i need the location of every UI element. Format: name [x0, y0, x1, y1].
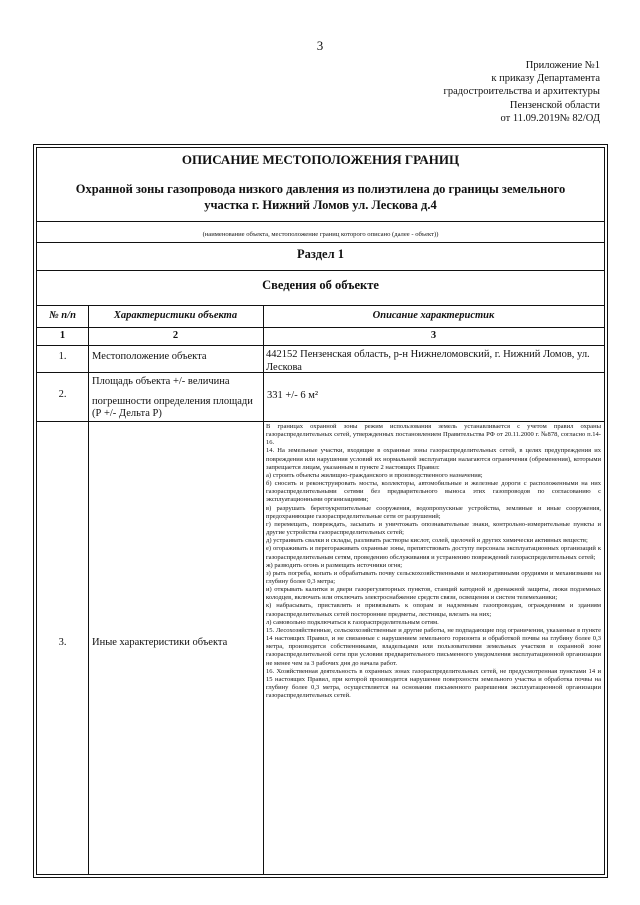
restriction-paragraph: а) строить объекты жилищно-гражданского и производственного назначения; [266, 471, 483, 479]
restriction-paragraph: з) рыть погреба, копать и обрабатывать почву сельскохозяйственными и мелиоративными орудиями и механизмами на глубину более 0,3 метра; [266, 569, 601, 585]
appendix-line: от 11.09.2019№ 82/ОД [500, 112, 600, 124]
restrictions-text [266, 423, 601, 700]
divider [37, 327, 604, 328]
restriction-paragraph: 14. На земельные участки, входящие в охранные зоны газораспределительных сетей, в целях предупреждения их повреждения или нарушения условий их нормальной эксплуатации налагаются ограничения (обременения), которыми запрещается лицам, указанным в пункте 2 настоящих Правил: [266, 447, 601, 471]
restriction-paragraph: 16. Хозяйственная деятельность в охранных зонах газораспределительных сетей, не предусмотренная пунктами 14 и 15 настоящих Правил, при которой производится нарушение поверхности земельного участка и обработка почвы на глубину более 0,3 метра, осуществляется на основании письменного разрешения эксплуатационной организации газораспределительных сетей. [266, 667, 601, 700]
section-subtitle: Сведения об объекте [262, 278, 379, 292]
restriction-paragraph: б) сносить и реконструировать мосты, коллекторы, автомобильные и железные дороги с расположенными на них газораспределительными сетями без предварительного выноса этих газопроводов по согласованию с эксплуатационными организациями; [266, 480, 601, 504]
restriction-paragraph: к) набрасывать, приставлять и привязывать к опорам и надземным газопроводам, ограждениям и зданиям газораспределительных сетей посторонние предметы, лестницы, влезать на них; [266, 602, 601, 618]
divider [37, 242, 604, 243]
restriction-paragraph: 15. Лесохозяйственные, сельскохозяйственные и другие работы, не подпадающие под ограничения, указанные в пункте 14 настоящих Правил, и не связанные с нарушением земельного горизонта и обработкой почвы на глубину более 0,3 метра, производятся собственниками, владельцами или пользователями земельных участков в охранной зоне газораспределительной сети при условии предварительного письменного уведомления эксплуатационной организации не менее чем за 3 рабочих дня до начала работ. [266, 626, 601, 667]
header-characteristic: Характеристики объекта [113, 310, 238, 321]
row-number: 1. [58, 351, 67, 362]
document-subtitle: Охранной зоны газопровода низкого давления из полиэтилена до границы земельного участка г. Нижний Ломов ул. Лескова д.4 [75, 182, 566, 212]
divider [37, 421, 604, 422]
row-name: Иные характеристики объекта [92, 637, 228, 648]
column-number: 2 [172, 330, 179, 341]
header-number: № п/п [49, 310, 76, 321]
restriction-paragraph: л) самовольно подключаться к газораспределительным сетям. [266, 618, 439, 626]
restriction-paragraph: г) перемещать, повреждать, засыпать и уничтожать опознавательные знаки, контрольно-измерительные пункты и другие устройства газораспределительных сетей; [266, 520, 601, 537]
appendix-line: Приложение №1 [525, 60, 600, 71]
appendix-line: градостроительства и архитектуры [443, 86, 600, 98]
appendix-line: Пензенской области [509, 99, 600, 111]
row-description: 331 +/- 6 м² [267, 390, 319, 401]
restriction-paragraph: е) огораживать и перегораживать охранные зоны, препятствовать доступу персонала эксплуатационных организаций к газораспределительным сетям, проведению обслуживания и устранению повреждений газораспределительных сетей; [266, 545, 601, 561]
row-description: 442152 Пензенская область, р-н Нижнеломовский, г. Нижний Ломов, ул. Лескова [266, 349, 590, 373]
row-name: Местоположение объекта [92, 351, 207, 362]
header-description: Описание характеристик [372, 310, 495, 321]
page-number: 3 [316, 38, 324, 53]
row-name: Площадь объекта +/- величина [92, 376, 230, 387]
appendix-block [444, 59, 600, 125]
restriction-paragraph: ж) разводить огонь и размещать источники огня; [266, 561, 403, 569]
row-name: погрешности определения площади (Р +/- Дельта Р) [92, 396, 253, 419]
section-title: Раздел 1 [297, 247, 344, 261]
divider [37, 305, 604, 306]
document-title: ОПИСАНИЕ МЕСТОПОЛОЖЕНИЯ ГРАНИЦ [181, 152, 460, 167]
appendix-line: к приказу Департамента [491, 73, 600, 85]
restriction-paragraph: и) открывать калитки и двери газорегуляторных пунктов, станций катодной и дренажной защиты, люки подземных колодцев, включать или отключать электроснабжение средств связи, освещения и систем телемеханики; [266, 586, 601, 602]
document-frame [33, 144, 608, 878]
document-table [36, 147, 605, 875]
divider [37, 345, 604, 346]
column-number: 1 [59, 330, 66, 341]
divider [37, 221, 604, 222]
restriction-paragraph: д) устраивать свалки и склады, разливать растворы кислот, солей, щелочей и других химически активных веществ; [266, 537, 588, 545]
object-note: (наименование объекта, местоположение границ которого описано (далее - объект)) [202, 231, 439, 238]
divider [37, 270, 604, 271]
restriction-paragraph: В границах охранной зоны режим использования земель устанавливается с учетом правил охраны газораспределительных сетей, утвержденных постановлением Правительства РФ от 20.11.2000 г. №878, согласно п.14-16. [266, 423, 601, 447]
row-number: 2. [58, 389, 67, 400]
restriction-paragraph: в) разрушать берегоукрепительные сооружения, водопропускные устройства, земляные и иные сооружения, предохраняющие газораспределительные сети от разрушений; [266, 504, 601, 520]
column-divider [88, 305, 89, 874]
column-divider [263, 305, 264, 874]
column-number: 3 [430, 330, 437, 341]
row-number: 3. [58, 637, 67, 648]
